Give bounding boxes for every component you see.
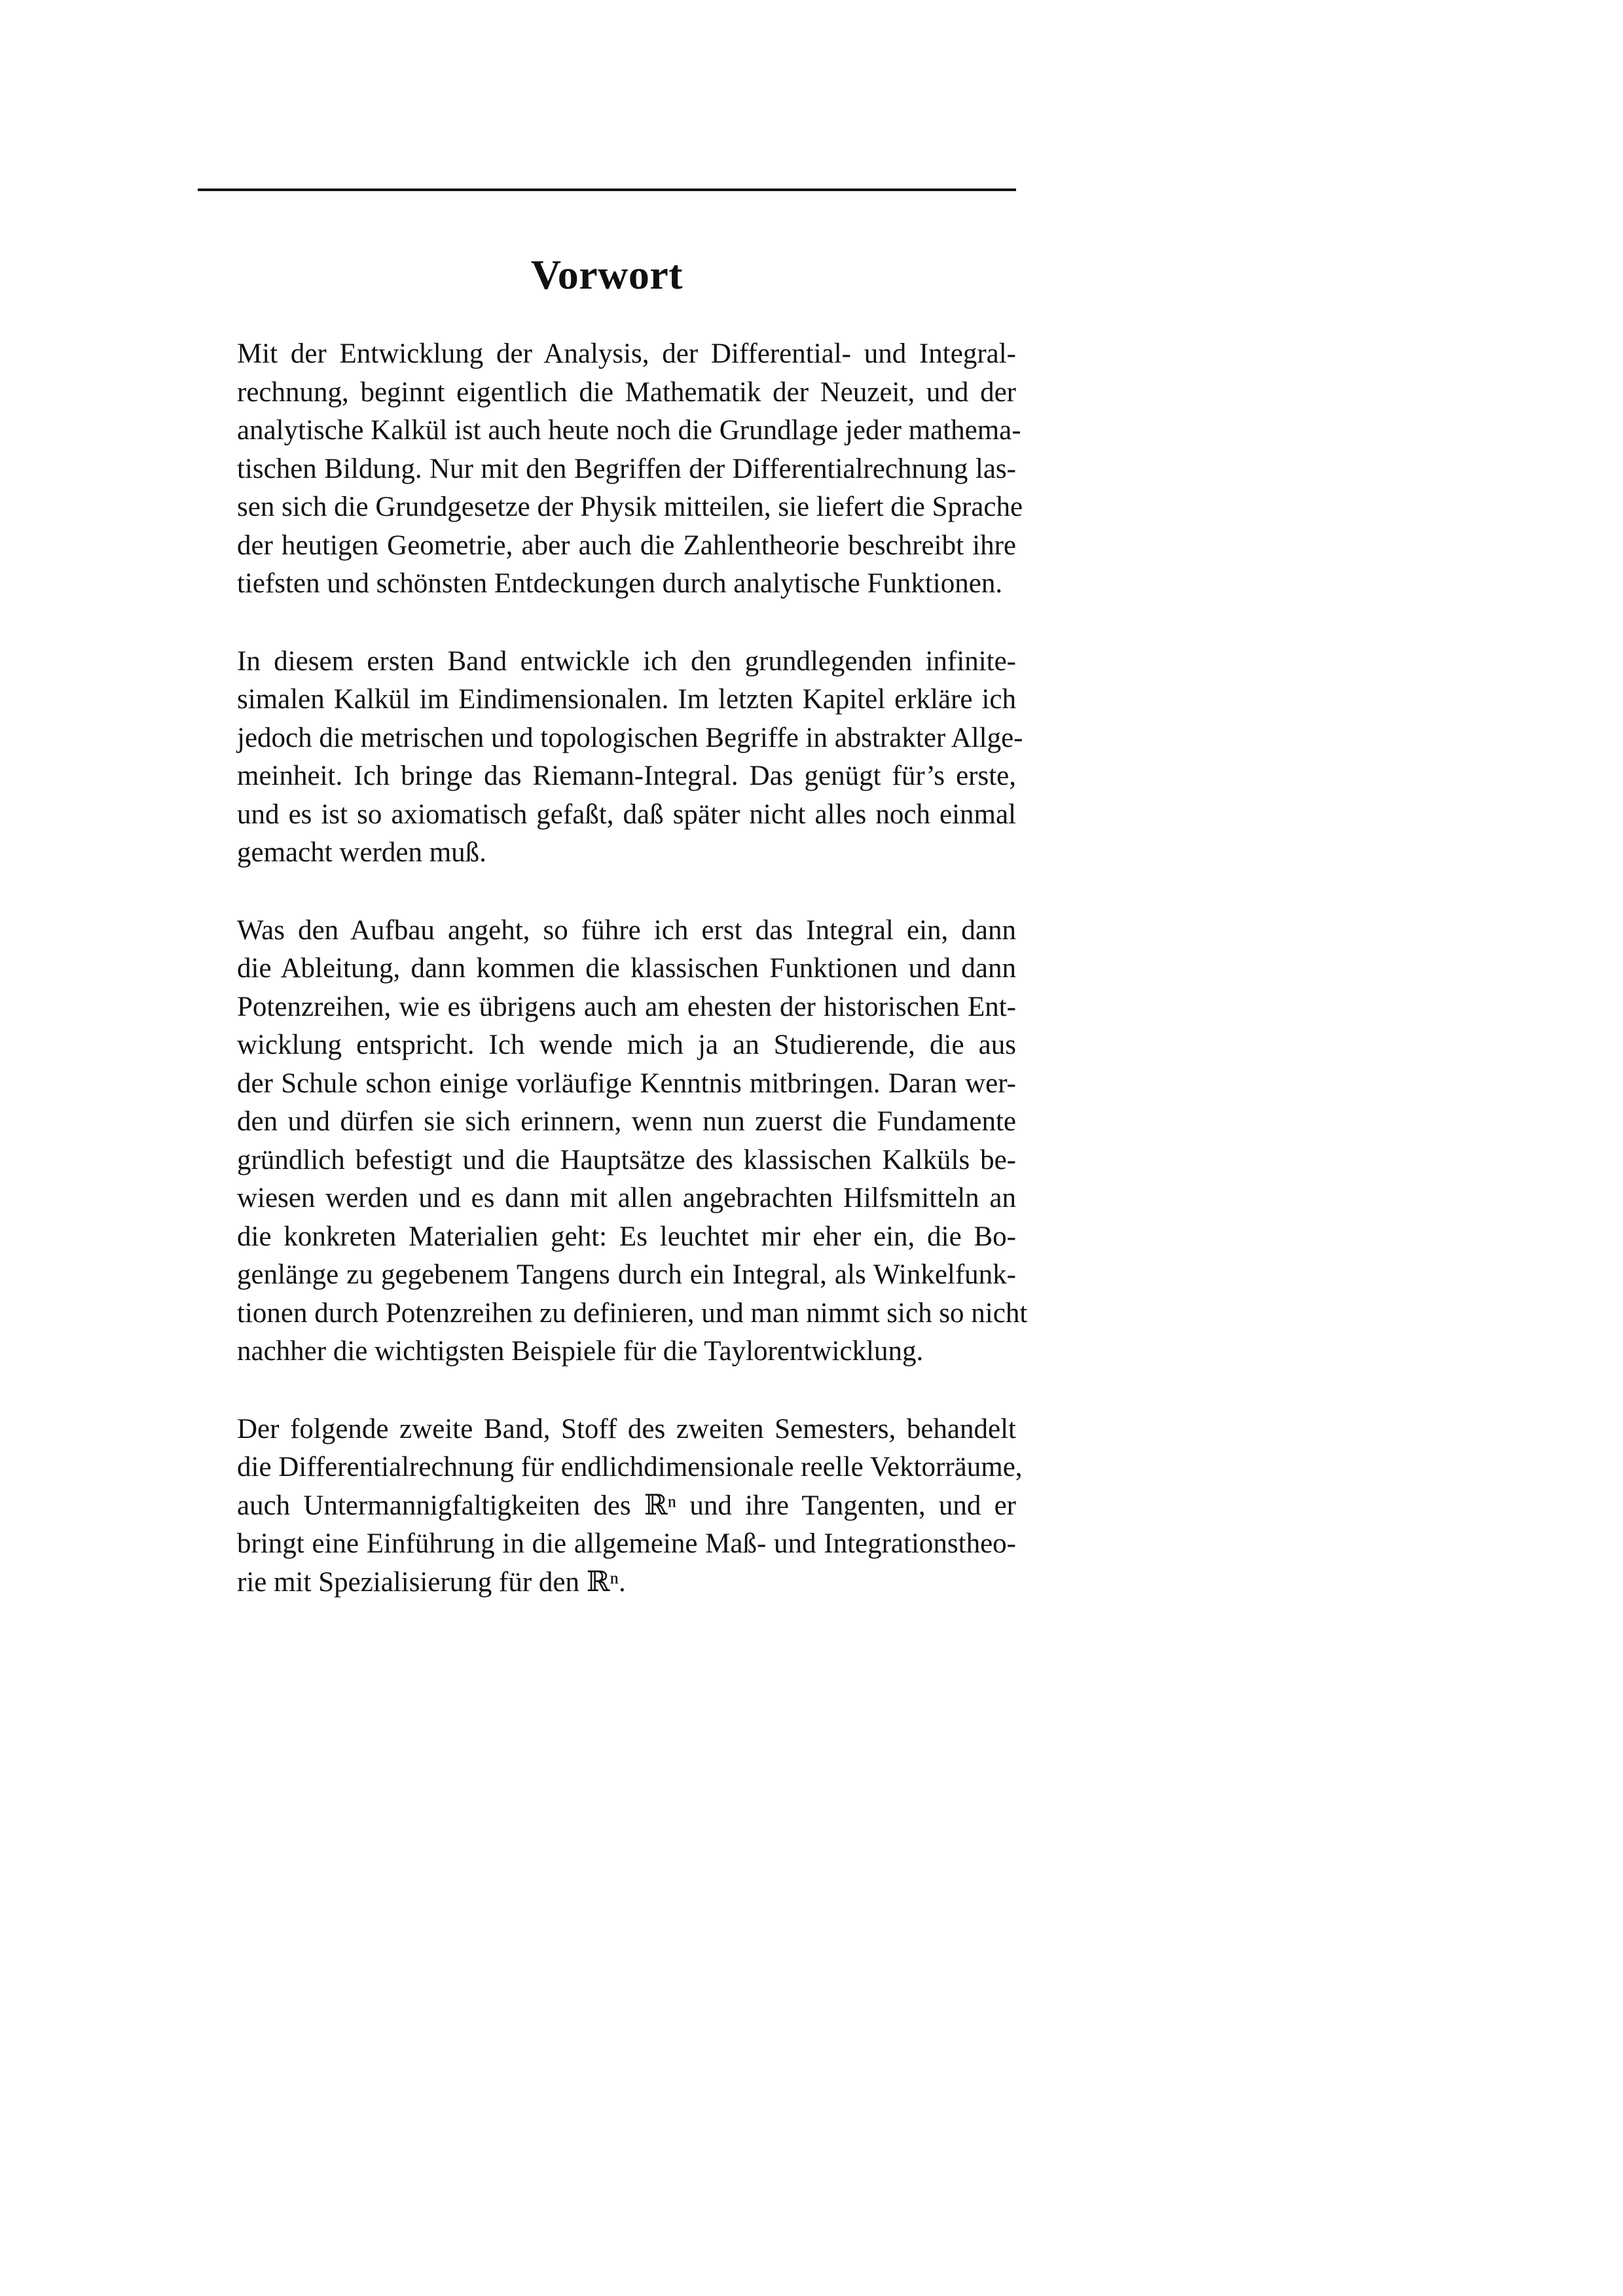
text-line: simalen Kalkül im Eindimensionalen. Im letzten Kapitel erkläre ich <box>237 684 1016 715</box>
text-line: bringt eine Einführung in die allgemeine Maß- und Integrationstheo- <box>237 1528 1016 1559</box>
text-line: der heutigen Geometrie, aber auch die Zahlentheorie beschreibt ihre <box>237 529 1016 561</box>
text-line: auch Untermannigfaltigkeiten des ℝⁿ und ihre Tangenten, und er <box>237 1490 1016 1521</box>
text-line: Der folgende zweite Band, Stoff des zweiten Semesters, behandelt <box>237 1413 1016 1444</box>
text-line: nachher die wichtigsten Beispiele für die Taylorentwicklung. <box>237 1336 924 1367</box>
text-line: den und dürfen sie sich erinnern, wenn nun zuerst die Fundamente <box>237 1106 1016 1137</box>
paragraph-1 <box>198 335 1023 603</box>
text-line: Was den Aufbau angeht, so führe ich erst das Integral ein, dann <box>237 914 1016 946</box>
paragraph-3 <box>198 912 1028 1371</box>
paragraph-4 <box>198 1410 1023 1602</box>
text-line: In diesem ersten Band entwickle ich den grundlegenden infinite- <box>237 645 1016 677</box>
page-title: Vorwort <box>530 251 684 298</box>
text-line: analytische Kalkül ist auch heute noch die Grundlage jeder mathema- <box>237 415 1021 446</box>
top-rule <box>198 188 1016 191</box>
text-line: tiefsten und schönsten Entdeckungen durch analytische Funktionen. <box>237 568 1003 599</box>
text-line: genlänge zu gegebenem Tangens durch ein Integral, als Winkelfunk- <box>237 1259 1016 1290</box>
text-line: die Differentialrechnung für endlichdimensionale reelle Vektorräume, <box>237 1452 1023 1482</box>
text-line: Potenzreihen, wie es übrigens auch am ehesten der historischen Ent- <box>237 991 1016 1022</box>
text-line: rechnung, beginnt eigentlich die Mathematik der Neuzeit, und der <box>237 376 1016 408</box>
text-line: Mit der Entwicklung der Analysis, der Differential- und Integral- <box>237 338 1016 369</box>
text-line: wicklung entspricht. Ich wende mich ja an Studierende, die aus <box>237 1030 1016 1060</box>
text-line: gemacht werden muß. <box>237 837 486 868</box>
text-line: tischen Bildung. Nur mit den Begriffen der Differentialrechnung las- <box>237 453 1016 484</box>
text-line: rie mit Spezialisierung für den ℝⁿ. <box>237 1566 626 1598</box>
paragraph-2 <box>198 643 1023 872</box>
text-line: jedoch die metrischen und topologischen Begriffe in abstrakter Allge- <box>237 722 1023 753</box>
text-line: die konkreten Materialien geht: Es leuchtet mir eher ein, die Bo- <box>237 1221 1016 1252</box>
text-line: wiesen werden und es dann mit allen angebrachten Hilfsmitteln an <box>237 1183 1016 1213</box>
text-line: sen sich die Grundgesetze der Physik mitteilen, sie liefert die Sprache <box>237 492 1023 522</box>
text-line: der Schule schon einige vorläufige Kenntnis mitbringen. Daran wer- <box>237 1067 1016 1099</box>
text-line: und es ist so axiomatisch gefaßt, daß später nicht alles noch einmal <box>237 798 1016 830</box>
body-text <box>198 335 1028 1641</box>
text-line: die Ableitung, dann kommen die klassischen Funktionen und dann <box>237 953 1016 984</box>
text-line: meinheit. Ich bringe das Riemann-Integral. Das genügt für’s erste, <box>237 761 1016 791</box>
text-line: tionen durch Potenzreihen zu definieren, und man nimmt sich so nicht <box>237 1297 1028 1329</box>
text-line: gründlich befestigt und die Hauptsätze des klassischen Kalküls be- <box>237 1144 1016 1175</box>
